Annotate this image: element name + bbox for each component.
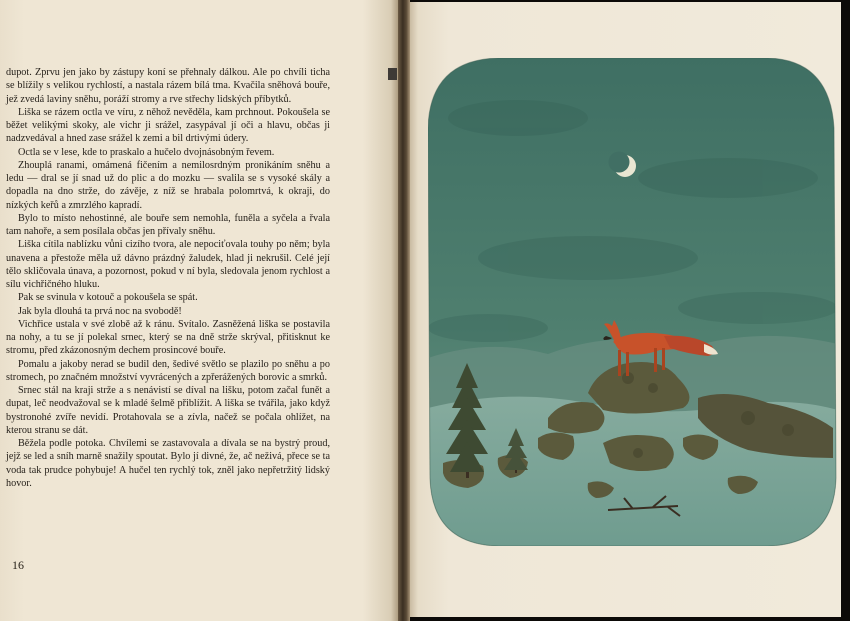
bookmark-ribbon xyxy=(388,68,397,80)
page-number: 16 xyxy=(12,558,24,572)
paragraph: Vichřice ustala v své zlobě až k ránu. Svítalo. Zasněžená liška se postavila na nohy, a tu se jí polekal srnec, který se na dně strže skrýval, přitisknut ke stromu, před zkázonosným dechem prosincové bouře. xyxy=(6,318,330,357)
paragraph: Srnec stál na kraji strže a s nenávistí se díval na lišku, potom začal funět a dupat, leč neodvažoval se k mladé šelmě přiblížit. A liška se tvářila, jako když bystronohé zvíře nevidí. Protahovala se a zívla, načež se počala ohlížet, na kterou stranu se dát. xyxy=(6,385,330,436)
paragraph: dupot. Zprvu jen jako by zástupy koní se přehnaly dálkou. Ale po chvíli ticha se blížily s velikou rychlostí, a nastala rázem bílá tma. Kvačila sněhová bouře, jež zvedá laviny sněhu, poráží stromy a rve střechy lidských příbytků. xyxy=(6,67,330,105)
paragraph: Zhouplá ranami, omámená fičením a nemilosrdným pronikáním sněhu a ledu — dral se jí snad už do plic a do mozku — svalila se s vysoké skály a dopadla na dno strže, do závěje, z níž se hrabala polomrtvá, k okraji, do nízkých keřů a zmrzlého kapradí. xyxy=(6,159,330,211)
body-text xyxy=(6,66,330,490)
paragraph: Pak se svinula v kotouč a pokoušela se spát. xyxy=(18,292,198,304)
paragraph: Pomalu a jakoby nerad se budil den, šedivé světlo se plazilo po sněhu a po stromech, po značném množství vyvrácených a zpřerážených borovic a smrků. xyxy=(6,358,330,383)
left-page xyxy=(0,0,403,621)
paragraph: Bylo to místo nehostinné, ale bouře sem nemohla, funěla a syčela a řvala tam nahoře, a sem posílala občas jen přívaly sněhu. xyxy=(6,212,330,237)
paragraph: Liška se rázem octla ve víru, z něhož nevěděla, kam prchnout. Pokoušela se běžet velikými skoky, ale vichr ji srážel, zasypával jí oči a hlavu, občas ji nadzvedával a hned zase srážel k zemi a bil drtivými údery. xyxy=(6,106,330,145)
paragraph: Octla se v lese, kde to praskalo a hučelo dvojnásobným řevem. xyxy=(18,146,275,158)
fox-illustration xyxy=(428,58,838,546)
paragraph: Liška cítila nablízku vůni cizího tvora, ale nepociťovala touhy po něm; byla unavena a přestože měla už dávno prázdný žaludek, hlad ji nekrušil. Celé její tělo skličovala únava, a pozornost, pokud v ní byla, sledovala jenom rychlost a sílu vichřičného hluku. xyxy=(6,239,330,290)
paragraph: Jak byla dlouhá ta prvá noc na svobodě! xyxy=(18,305,182,317)
book-gutter xyxy=(398,0,410,621)
paragraph: Běžela podle potoka. Chvílemi se zastavovala a dívala se na bystrý proud, jejž se led a sníh marně snažily spoutat. Bylo jí divné, že, ač neživá, přece se ta voda tak prudce pohybuje! A hučel ten rychlý tok, zněl jako nepřetržitý lidský hovor. xyxy=(6,438,330,489)
